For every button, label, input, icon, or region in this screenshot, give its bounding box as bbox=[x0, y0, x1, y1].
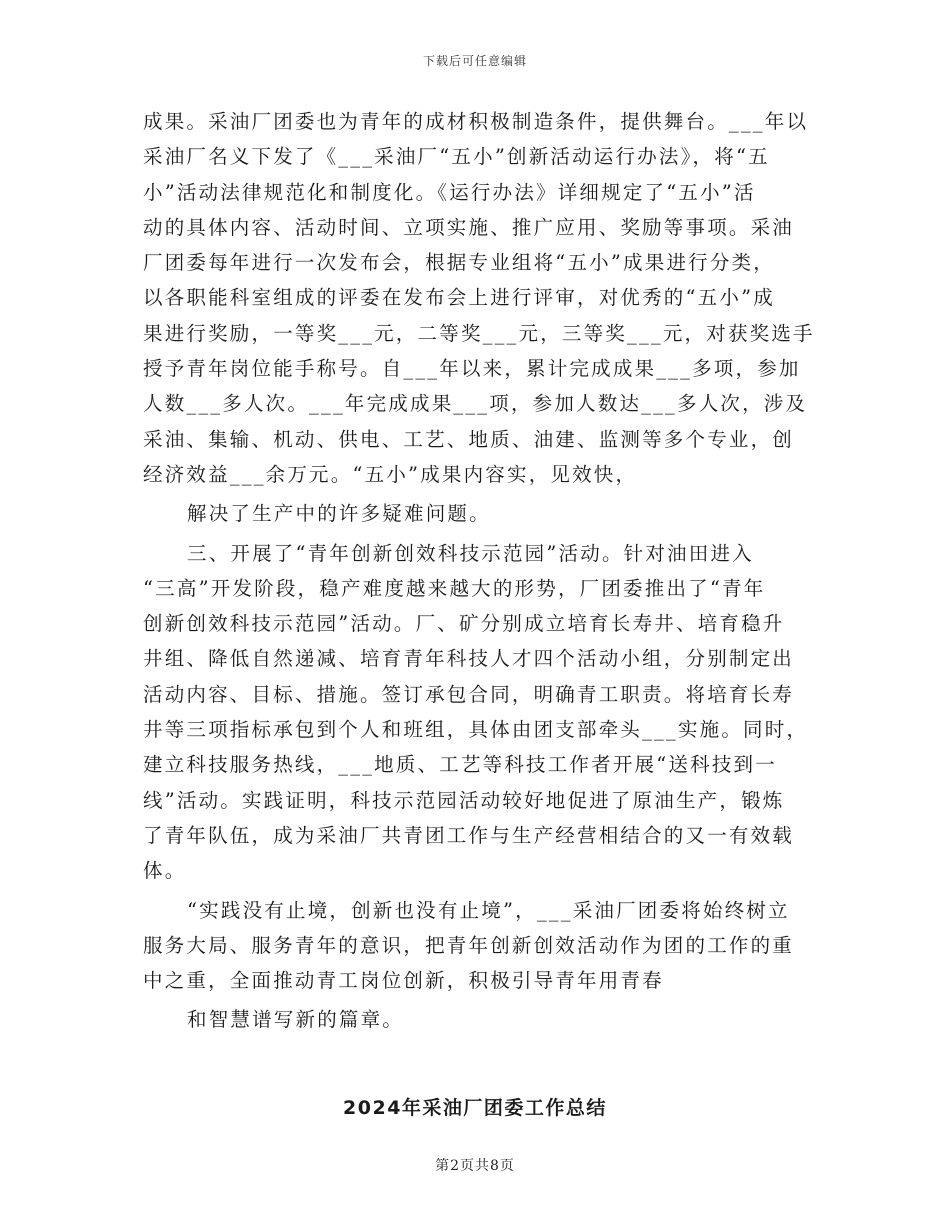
text-line: 和智慧谱写新的篇章。 bbox=[187, 1008, 405, 1032]
text-line: 成果。采油厂团委也为青年的成材积极制造条件，提供舞台。___年以 bbox=[143, 110, 809, 133]
text-line: “三高”开发阶段，稳产难度越来越大的形势，厂团委推出了“青年 bbox=[143, 576, 766, 600]
text-line: 采油、集输、机动、供电、工艺、地质、油建、监测等多个专业，创 bbox=[143, 427, 795, 451]
text-line: 动的具体内容、活动时间、立项实施、推广应用、奖励等事项。采油 bbox=[143, 215, 795, 239]
paragraph-2 bbox=[143, 496, 808, 531]
document-body bbox=[143, 104, 815, 1038]
text-line: 厂团委每年进行一次发布会，根据专业组将“五小”成果进行分类， bbox=[143, 251, 775, 275]
text-line: 井组、降低自然递减、培育青年科技人才四个活动小组，分别制定出 bbox=[143, 647, 795, 671]
text-line: 人数___多人次。___年完成成果___项，参加人数达___多人次，涉及 bbox=[143, 392, 808, 416]
paragraph-5 bbox=[143, 1002, 808, 1037]
text-line: 中之重，全面推动青工岗位创新，积极引导青年用青春 bbox=[143, 969, 664, 993]
text-line: 了青年队伍，成为采油厂共青团工作与生产经营相结合的又一有效载 bbox=[143, 823, 795, 847]
section-title: 2024年采油厂团委工作总结 bbox=[343, 1097, 607, 1119]
paragraph-1 bbox=[143, 104, 815, 492]
text-line: 采油厂名义下发了《___采油厂“五小”创新活动运行办法》，将“五 bbox=[143, 145, 770, 169]
page-header: 下载后可任意编辑 bbox=[422, 54, 527, 68]
paragraph-4 bbox=[143, 893, 808, 999]
text-line: 建立科技服务热线，___地质、工艺等科技工作者开展“送科技到一 bbox=[143, 753, 777, 777]
text-line: 以各职能科室组成的评委在发布会上进行评审，对优秀的“五小”成 bbox=[143, 286, 775, 310]
text-line: 小”活动法律规范化和制度化。《运行办法》详细规定了“五小”活 bbox=[143, 180, 756, 204]
text-line: 体。 bbox=[143, 859, 187, 883]
text-line: 解决了生产中的许多疑难问题。 bbox=[187, 502, 491, 526]
text-line: 果进行奖励，一等奖___元，二等奖___元，三等奖___元，对获奖选手 bbox=[143, 321, 815, 345]
text-line: “实践没有止境，创新也没有止境”，___采油厂团委将始终树立 bbox=[187, 898, 790, 922]
text-line: 活动内容、目标、措施。签订承包合同，明确青工职责。将培育长寿 bbox=[143, 682, 795, 706]
text-line: 服务大局、服务青年的意识，把青年创新创效活动作为团的工作的重 bbox=[143, 933, 795, 957]
text-line: 授予青年岗位能手称号。自___年以来，累计完成成果___多项，参加 bbox=[143, 357, 801, 381]
text-line: 线”活动。实践证明，科技示范园活动较好地促进了原油生产，锻炼 bbox=[143, 788, 785, 812]
page-number: 第2页共8页 bbox=[435, 1158, 515, 1174]
text-line: 三、开展了“青年创新创效科技示范园”活动。针对油田进入 bbox=[187, 541, 754, 565]
text-line: 创新创效科技示范园”活动。厂、矿分别成立培育长寿井、培育稳升 bbox=[143, 612, 785, 636]
text-line: 经济效益___余万元。“五小”成果内容实，见效快， bbox=[143, 462, 638, 486]
text-line: 井等三项指标承包到个人和班组，具体由团支部牵头___实施。同时， bbox=[143, 718, 809, 742]
paragraph-3 bbox=[143, 536, 808, 889]
